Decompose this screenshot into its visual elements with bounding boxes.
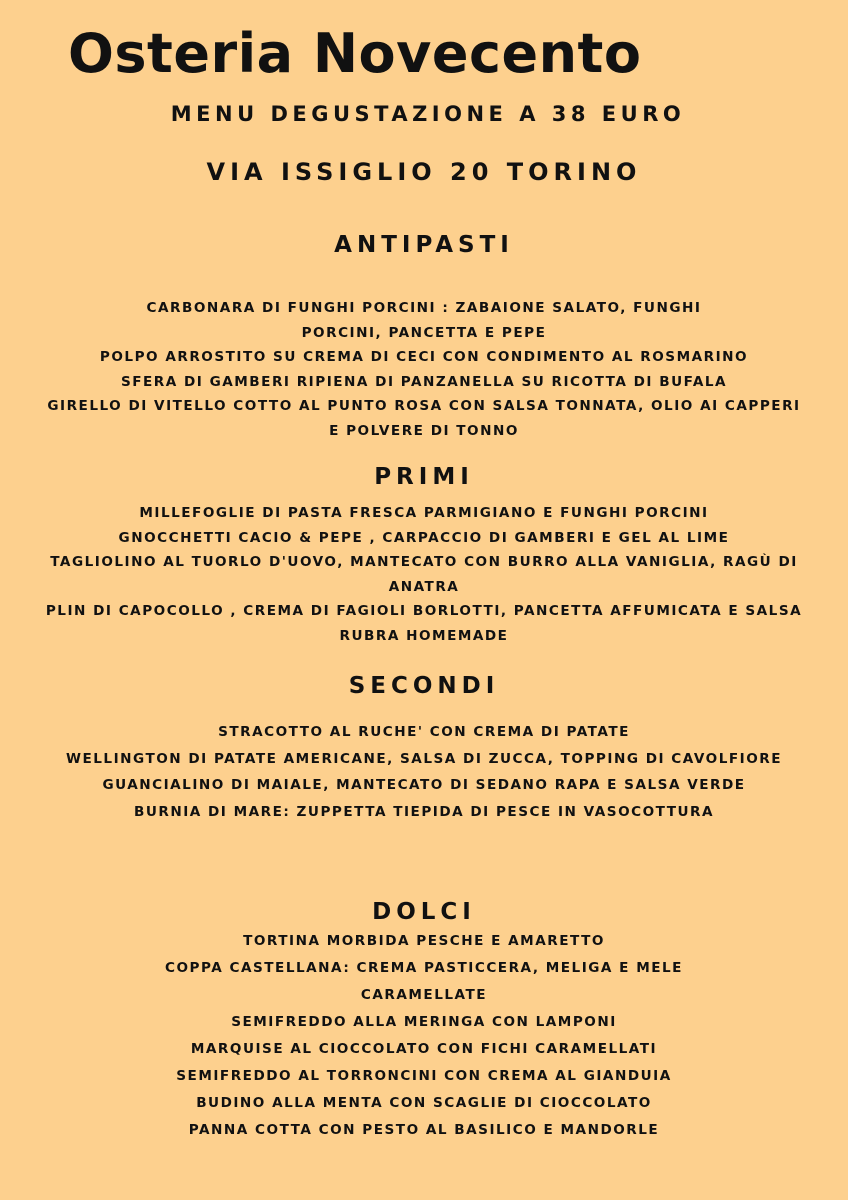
menu-item: WELLINGTON DI PATATE AMERICANE, SALSA DI ZUCCA, TOPPING DI CAVOLFIORE [65,750,783,767]
menu-subtitle: MENU DEGUSTAZIONE A 38 EURO [170,102,686,126]
primi-list [14,501,834,648]
menu-item: MARQUISE AL CIOCCOLATO CON FICHI CARAMELLATI [190,1041,658,1057]
section-heading-antipasti: ANTIPASTI [334,232,514,258]
menu-item: PANNA COTTA CON PESTO AL BASILICO E MANDORLE [188,1122,660,1138]
menu-item: CARBONARA DI FUNGHI PORCINI : ZABAIONE SALATO, FUNGHI PORCINI, PANCETTA E PEPE [146,300,702,341]
section-heading-secondi: SECONDI [348,673,500,699]
menu-item: PLIN DI CAPOCOLLO , CREMA DI FAGIOLI BORLOTTI, PANCETTA AFFUMICATA E SALSA RUBRA HOMEMADE [45,603,803,644]
section-dolci [14,899,834,1144]
menu-item: GNOCCHETTI CACIO & PEPE , CARPACCIO DI GAMBERI E GEL AL LIME [118,529,730,546]
menu-item: GUANCIALINO DI MAIALE, MANTECATO DI SEDANO RAPA E SALSA VERDE [102,777,746,793]
menu-item: TORTINA MORBIDA PESCHE E AMARETTO [243,933,605,949]
section-heading-primi: PRIMI [374,464,474,490]
menu-item: BURNIA DI MARE: ZUPPETTA TIEPIDA DI PESCE IN VASOCOTTURA [133,803,715,820]
antipasti-list [14,296,834,443]
menu-item: STRACOTTO AL RUCHE' CON CREMA DI PATATE [218,724,630,740]
menu-item: BUDINO ALLA MENTA CON SCAGLIE DI CIOCCOLATO [196,1095,652,1111]
menu-item: MILLEFOGLIE DI PASTA FRESCA PARMIGIANO E FUNGHI PORCINI [139,505,709,521]
menu-item: TAGLIOLINO AL TUORLO D'UOVO, MANTECATO CON BURRO ALLA VANIGLIA, RAGÙ DI ANATRA [50,554,798,595]
section-heading-dolci: DOLCI [372,899,476,925]
restaurant-name: Osteria Novecento [68,22,642,85]
section-antipasti [14,232,834,443]
dolci-list [14,928,834,1144]
secondi-list [14,719,834,825]
menu-item: POLPO ARROSTITO SU CREMA DI CECI CON CONDIMENTO AL ROSMARINO [99,349,749,365]
menu-item: SEMIFREDDO AL TORRONCINI CON CREMA AL GIANDUIA [176,1068,672,1084]
menu-item: GIRELLO DI VITELLO COTTO AL PUNTO ROSA CON SALSA TONNATA, OLIO AI CAPPERI E POLVERE DI TONNO [47,398,801,439]
menu-item: SFERA DI GAMBERI RIPIENA DI PANZANELLA SU RICOTTA DI BUFALA [120,373,728,390]
section-primi [14,464,834,648]
menu-item: SEMIFREDDO ALLA MERINGA CON LAMPONI [231,1014,617,1030]
section-secondi [14,673,834,825]
menu-item: COPPA CASTELLANA: CREMA PASTICCERA, MELIGA E MELE CARAMELLATE [165,960,683,1003]
restaurant-address: VIA ISSIGLIO 20 TORINO [206,158,642,186]
